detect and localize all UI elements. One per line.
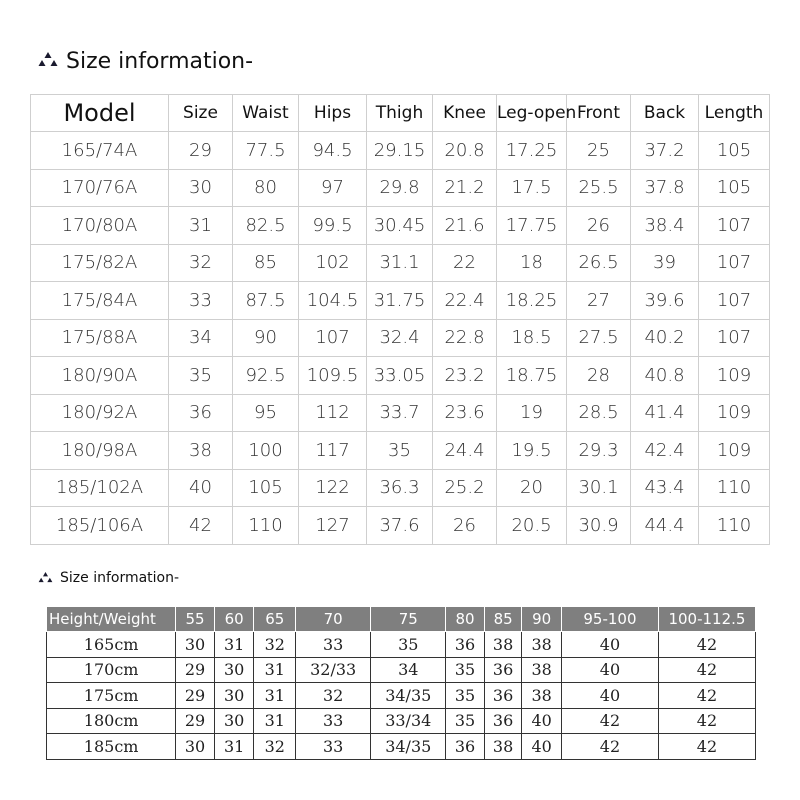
table-cell: 127	[299, 507, 367, 545]
table-cell: 30	[214, 657, 254, 683]
table-cell: 36	[484, 708, 522, 734]
table-cell: 32.4	[367, 319, 433, 357]
column-header: Front	[567, 95, 631, 132]
table-cell: 29.3	[567, 432, 631, 470]
table-cell: 102	[299, 244, 367, 282]
column-header: Height/Weight	[47, 607, 176, 632]
table-row	[47, 683, 756, 709]
table-cell: 87.5	[233, 282, 299, 320]
table-row	[31, 394, 770, 432]
table-cell: 33.7	[367, 394, 433, 432]
table-cell: 31	[254, 657, 296, 683]
table-cell: 21.2	[433, 169, 497, 207]
table-cell: 28	[567, 357, 631, 395]
table-cell: 19.5	[497, 432, 567, 470]
table-cell: 175/82A	[31, 244, 169, 282]
table-cell: 42	[561, 708, 658, 734]
column-header: 75	[371, 607, 446, 632]
table-cell: 175/84A	[31, 282, 169, 320]
table-cell: 35	[446, 657, 485, 683]
table-cell: 38.4	[631, 207, 699, 245]
table-cell: 26.5	[567, 244, 631, 282]
table-cell: 38	[522, 657, 562, 683]
table-cell: 30	[169, 169, 233, 207]
table-row	[31, 169, 770, 207]
table-cell: 99.5	[299, 207, 367, 245]
table-cell: 165/74A	[31, 132, 169, 170]
table-cell: 28.5	[567, 394, 631, 432]
table-cell: 33	[296, 708, 371, 734]
section-heading-1	[38, 44, 253, 78]
table-cell: 32	[254, 632, 296, 658]
table-cell: 42	[658, 734, 755, 760]
table-cell: 117	[299, 432, 367, 470]
table-cell: 39	[631, 244, 699, 282]
table-row	[47, 657, 756, 683]
table-cell: 107	[699, 319, 770, 357]
column-header: Model	[31, 95, 169, 132]
table-cell: 31	[254, 708, 296, 734]
table-row	[31, 319, 770, 357]
table-cell: 30	[176, 734, 215, 760]
table-cell: 180/98A	[31, 432, 169, 470]
table-cell: 33/34	[371, 708, 446, 734]
table-cell: 40	[522, 734, 562, 760]
table-row	[31, 432, 770, 470]
table-cell: 35	[169, 357, 233, 395]
column-header: 95-100	[561, 607, 658, 632]
table-cell: 30	[214, 683, 254, 709]
table-cell: 30.9	[567, 507, 631, 545]
table-cell: 35	[446, 683, 485, 709]
table-cell: 33	[296, 734, 371, 760]
table-cell: 18	[497, 244, 567, 282]
table-cell: 110	[699, 507, 770, 545]
table-cell: 170/80A	[31, 207, 169, 245]
table-cell: 36	[446, 632, 485, 658]
table-cell: 85	[233, 244, 299, 282]
table-cell: 40	[561, 632, 658, 658]
table-cell: 80	[233, 169, 299, 207]
size-measurement-table	[30, 94, 770, 545]
table-cell: 40	[561, 657, 658, 683]
column-header: Hips	[299, 95, 367, 132]
table-row	[31, 469, 770, 507]
table-cell: 23.6	[433, 394, 497, 432]
table-cell: 40.2	[631, 319, 699, 357]
table-cell: 36	[169, 394, 233, 432]
table-cell: 36	[484, 657, 522, 683]
table-cell: 35	[367, 432, 433, 470]
table-cell: 107	[699, 282, 770, 320]
table-cell: 42.4	[631, 432, 699, 470]
table-cell: 77.5	[233, 132, 299, 170]
table-cell: 30	[214, 708, 254, 734]
table-cell: 40	[561, 683, 658, 709]
table-cell: 34	[169, 319, 233, 357]
table-cell: 32/33	[296, 657, 371, 683]
table-cell: 41.4	[631, 394, 699, 432]
table-cell: 40	[522, 708, 562, 734]
table-cell: 109	[699, 357, 770, 395]
table-cell: 20.8	[433, 132, 497, 170]
height-weight-size-table	[46, 606, 756, 760]
column-header: 100-112.5	[658, 607, 755, 632]
table-row	[31, 207, 770, 245]
table-cell: 34/35	[371, 683, 446, 709]
table-cell: 38	[169, 432, 233, 470]
table-cell: 17.25	[497, 132, 567, 170]
table-cell: 30.45	[367, 207, 433, 245]
table-cell: 107	[299, 319, 367, 357]
table-cell: 26	[433, 507, 497, 545]
table-row	[47, 708, 756, 734]
table-cell: 31.1	[367, 244, 433, 282]
three-triangle-icon	[38, 572, 53, 585]
table-cell: 29.8	[367, 169, 433, 207]
table-cell: 100	[233, 432, 299, 470]
table-cell: 22	[433, 244, 497, 282]
table-cell: 29.15	[367, 132, 433, 170]
column-header: 60	[214, 607, 254, 632]
table-cell: 40	[169, 469, 233, 507]
table-cell: 25	[567, 132, 631, 170]
table-cell: 24.4	[433, 432, 497, 470]
column-header: Waist	[233, 95, 299, 132]
column-header: Thigh	[367, 95, 433, 132]
table-cell: 33.05	[367, 357, 433, 395]
section-heading-2-text: Size information-	[60, 570, 180, 586]
table-row	[31, 507, 770, 545]
table-cell: 35	[371, 632, 446, 658]
table-cell: 36.3	[367, 469, 433, 507]
table-cell: 42	[658, 632, 755, 658]
table-cell: 17.5	[497, 169, 567, 207]
table-cell: 17.75	[497, 207, 567, 245]
table-cell: 42	[658, 708, 755, 734]
section-heading-2	[38, 566, 179, 590]
table-cell: 18.25	[497, 282, 567, 320]
table-row	[31, 244, 770, 282]
table-cell: 37.6	[367, 507, 433, 545]
table-cell: 25.2	[433, 469, 497, 507]
table-cell: 22.4	[433, 282, 497, 320]
table-cell: 43.4	[631, 469, 699, 507]
table-cell: 170/76A	[31, 169, 169, 207]
table-cell: 36	[484, 683, 522, 709]
table-cell: 185/102A	[31, 469, 169, 507]
table-cell: 107	[699, 207, 770, 245]
table-cell: 18.75	[497, 357, 567, 395]
table-cell: 37.2	[631, 132, 699, 170]
table-cell: 104.5	[299, 282, 367, 320]
table-cell: 27.5	[567, 319, 631, 357]
table-cell: 170cm	[47, 657, 176, 683]
table-cell: 42	[169, 507, 233, 545]
table-cell: 35	[446, 708, 485, 734]
table-cell: 38	[484, 632, 522, 658]
table-cell: 180/92A	[31, 394, 169, 432]
table-cell: 38	[522, 683, 562, 709]
table-header-row	[47, 607, 756, 632]
table-cell: 107	[699, 244, 770, 282]
table-cell: 30	[176, 632, 215, 658]
table-cell: 20	[497, 469, 567, 507]
table-cell: 180/90A	[31, 357, 169, 395]
table-cell: 32	[254, 734, 296, 760]
table-cell: 19	[497, 394, 567, 432]
column-header: 80	[446, 607, 485, 632]
table-cell: 31	[214, 632, 254, 658]
table-cell: 38	[484, 734, 522, 760]
column-header: 85	[484, 607, 522, 632]
column-header: 90	[522, 607, 562, 632]
table-cell: 105	[233, 469, 299, 507]
table-cell: 90	[233, 319, 299, 357]
table-cell: 27	[567, 282, 631, 320]
column-header: 55	[176, 607, 215, 632]
table-cell: 37.8	[631, 169, 699, 207]
table-cell: 20.5	[497, 507, 567, 545]
three-triangle-icon	[38, 52, 58, 70]
table-cell: 112	[299, 394, 367, 432]
table-cell: 95	[233, 394, 299, 432]
table-cell: 42	[658, 683, 755, 709]
table-row	[47, 734, 756, 760]
column-header: 65	[254, 607, 296, 632]
table-cell: 92.5	[233, 357, 299, 395]
table-cell: 26	[567, 207, 631, 245]
table-cell: 23.2	[433, 357, 497, 395]
table-cell: 180cm	[47, 708, 176, 734]
table-cell: 34	[371, 657, 446, 683]
table-cell: 97	[299, 169, 367, 207]
column-header: Knee	[433, 95, 497, 132]
table-cell: 29	[176, 683, 215, 709]
table-cell: 38	[522, 632, 562, 658]
table-cell: 31.75	[367, 282, 433, 320]
table-cell: 82.5	[233, 207, 299, 245]
table-cell: 29	[176, 657, 215, 683]
table-cell: 31	[214, 734, 254, 760]
table-cell: 33	[169, 282, 233, 320]
table-cell: 94.5	[299, 132, 367, 170]
table-cell: 165cm	[47, 632, 176, 658]
table-cell: 31	[169, 207, 233, 245]
table-cell: 185/106A	[31, 507, 169, 545]
table-cell: 34/35	[371, 734, 446, 760]
column-header: Back	[631, 95, 699, 132]
table-cell: 31	[254, 683, 296, 709]
table-row	[31, 282, 770, 320]
table-cell: 175cm	[47, 683, 176, 709]
table-cell: 39.6	[631, 282, 699, 320]
table-cell: 105	[699, 169, 770, 207]
table-row	[47, 632, 756, 658]
table-cell: 36	[446, 734, 485, 760]
column-header: Size	[169, 95, 233, 132]
table-cell: 109.5	[299, 357, 367, 395]
table-header-row	[31, 95, 770, 132]
table-cell: 40.8	[631, 357, 699, 395]
section-heading-1-text: Size information-	[66, 48, 254, 74]
table-cell: 110	[233, 507, 299, 545]
column-header: Length	[699, 95, 770, 132]
table-cell: 122	[299, 469, 367, 507]
table-cell: 33	[296, 632, 371, 658]
table-cell: 29	[169, 132, 233, 170]
column-header: 70	[296, 607, 371, 632]
table-cell: 110	[699, 469, 770, 507]
table-cell: 25.5	[567, 169, 631, 207]
table-cell: 109	[699, 394, 770, 432]
column-header: Leg-open	[497, 95, 567, 132]
table-cell: 109	[699, 432, 770, 470]
table-cell: 30.1	[567, 469, 631, 507]
table-cell: 32	[169, 244, 233, 282]
table-cell: 105	[699, 132, 770, 170]
table-row	[31, 357, 770, 395]
table-cell: 185cm	[47, 734, 176, 760]
table-cell: 18.5	[497, 319, 567, 357]
table-cell: 32	[296, 683, 371, 709]
table-cell: 175/88A	[31, 319, 169, 357]
table-row	[31, 132, 770, 170]
table-cell: 22.8	[433, 319, 497, 357]
table-cell: 44.4	[631, 507, 699, 545]
table-cell: 21.6	[433, 207, 497, 245]
table-cell: 29	[176, 708, 215, 734]
table-cell: 42	[658, 657, 755, 683]
table-cell: 42	[561, 734, 658, 760]
